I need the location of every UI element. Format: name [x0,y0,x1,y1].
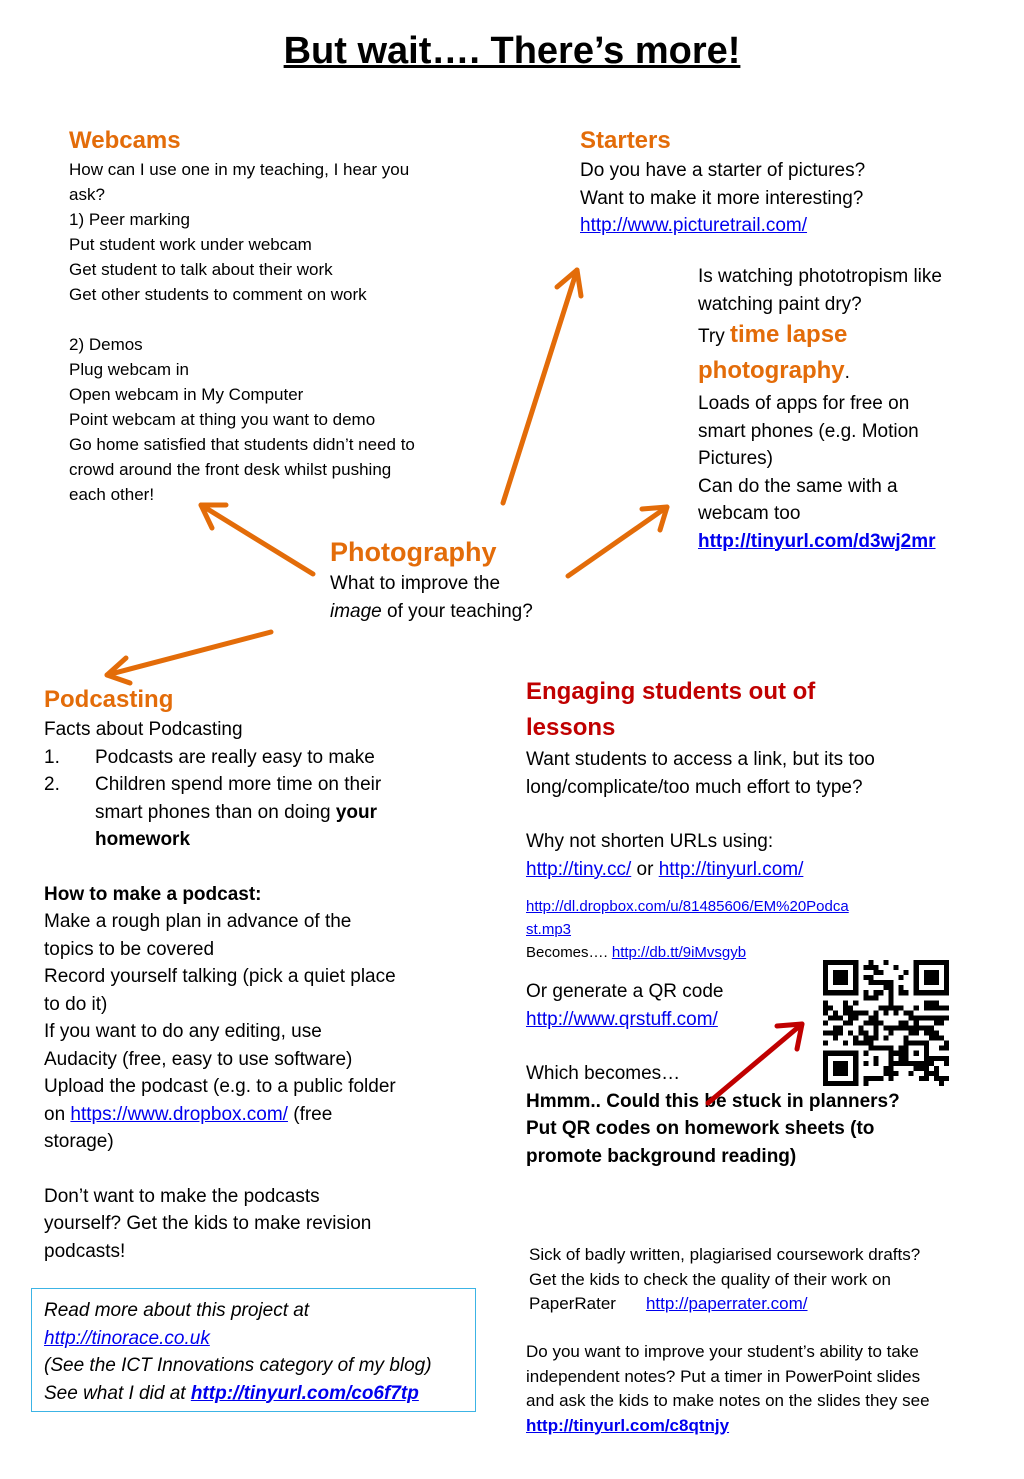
engaging-line: Want students to access a link, but its too [526,749,875,770]
webcams-line: 2) Demos [69,335,143,354]
webcams-line: Point webcam at thing you want to demo [69,410,376,429]
paperrater-line: Sick of badly written, plagiarised coursework drafts? [529,1245,921,1264]
podcasting-heading: Podcasting [44,686,174,713]
starters-line: Do you have a starter of pictures? [580,160,866,181]
tinyurl-project-link[interactable]: http://tinyurl.com/co6f7tp [190,1382,419,1404]
engaging-line: Or generate a QR code [526,981,724,1002]
timelapse-line: Loads of apps for free on [698,393,910,414]
fact-text: smart phones than on doing [95,801,331,823]
readmore-line: See what I did at [44,1382,191,1404]
fact-text: Children spend more time on their [95,774,382,795]
list-number: 1. [44,746,60,768]
howto-line: Upload the podcast (e.g. to a public folder [44,1076,396,1097]
timelapse-line: Pictures) [698,448,773,469]
arrow-icon [107,632,271,683]
tinycc-link[interactable]: http://tiny.cc/ [526,858,632,880]
webcams-line: crowd around the front desk whilst pushing [69,460,392,479]
webcams-line: 1) Peer marking [69,210,190,229]
photography-heading: Photography [330,537,497,567]
dbtt-link[interactable]: http://db.tt/9iMvsgyb [611,944,747,961]
arrow-icon [568,507,667,576]
howto-line: Audacity (free, easy to use software) [44,1048,353,1070]
outro-line: yourself? Get the kids to make revision [44,1213,372,1234]
outro-line: Don’t want to make the podcasts [44,1185,320,1207]
timelapse-highlight: time lapse [730,321,848,348]
arrow-icon [708,1024,802,1103]
tinorace-link[interactable]: http://tinorace.co.uk [44,1327,210,1349]
period: . [844,362,850,383]
photography-line: of your teaching? [381,600,533,622]
webcams-line: How can I use one in my teaching, I hear you [69,160,410,179]
engaging-bold: Hmmm.. Could this be stuck in planners? [526,1090,900,1112]
timelapse-highlight: photography [698,357,845,384]
dropbox-podcast-link[interactable]: http://dl.dropbox.com/u/81485606/EM%20Podca [526,898,849,915]
howto-line: storage) [44,1131,114,1152]
picturetrail-link[interactable]: http://www.picturetrail.com/ [580,215,808,236]
timelapse-line: watching paint dry? [698,293,862,315]
fact-bold: homework [95,829,191,850]
becomes-text: Becomes…. [526,944,612,961]
outro-line: podcasts! [44,1240,126,1262]
timelapse-line: smart phones (e.g. Motion [698,420,919,442]
paperrater-label: PaperRater [529,1294,616,1313]
fact-text: Podcasts are really easy to make [95,746,375,768]
try-label: Try [698,326,725,347]
qrstuff-link[interactable]: http://www.qrstuff.com/ [526,1008,718,1030]
fact-bold: your [335,801,378,823]
podcasting-intro: Facts about Podcasting [44,719,243,740]
howto-line: Make a rough plan in advance of the [44,911,352,932]
page-title: But wait…. There’s more! [283,30,741,72]
or-text: or [631,858,659,880]
webcams-line: Get other students to comment on work [69,285,367,304]
webcams-line: Go home satisfied that students didn’t need to [69,435,415,454]
howto-line: If you want to do any editing, use [44,1021,322,1042]
image-word: image [330,600,382,622]
paperrater-link[interactable]: http://paperrater.com/ [645,1294,808,1313]
notes-line: Do you want to improve your student’s ability to take [526,1342,919,1361]
starters-line: Want to make it more interesting? [580,187,864,209]
engaging-heading: Engaging students out of [526,678,816,705]
tinyurl-timelapse-link[interactable]: http://tinyurl.com/d3wj2mr [698,530,936,552]
photography-line: What to improve the [330,573,501,594]
webcams-line: Put student work under webcam [69,235,312,254]
howto-line: topics to be covered [44,938,215,960]
paperrater-line: Get the kids to check the quality of their work on [529,1269,891,1289]
webcams-line: Plug webcam in [69,360,190,379]
engaging-line: long/complicate/too much effort to type? [526,776,863,798]
notes-line: independent notes? Put a timer in PowerPoint slides [526,1366,921,1386]
webcams-line: Open webcam in My Computer [69,385,304,404]
readmore-line: Read more about this project at [44,1300,310,1321]
howto-line: Record yourself talking (pick a quiet place [44,966,396,987]
arrow-icon [201,505,313,574]
webcams-line: each other! [69,485,155,504]
dropbox-podcast-link[interactable]: st.mp3 [526,921,572,938]
engaging-bold: Put QR codes on homework sheets (to [526,1118,875,1139]
howto-line: on [44,1103,66,1125]
howto-line: to do it) [44,993,108,1015]
howto-line: (free [287,1103,333,1125]
readmore-line: (See the ICT Innovations category of my blog) [44,1355,432,1376]
webcams-heading: Webcams [69,127,181,154]
dropbox-link[interactable]: https://www.dropbox.com/ [70,1103,288,1125]
starters-heading: Starters [580,127,671,154]
webcams-line: Get student to talk about their work [69,260,333,279]
engaging-line: Why not shorten URLs using: [526,831,774,852]
engaging-heading: lessons [526,714,616,741]
list-number: 2. [44,774,60,795]
timelapse-line: Can do the same with a [698,475,898,497]
webcams-line: ask? [69,185,105,204]
timelapse-line: webcam too [698,503,801,524]
tinyurl-link[interactable]: http://tinyurl.com/ [658,858,804,880]
arrow-icon [503,270,581,503]
notes-line: and ask the kids to make notes on the slides they see [526,1391,930,1410]
engaging-bold: promote background reading) [526,1145,797,1167]
howto-heading: How to make a podcast: [44,883,262,905]
timelapse-line: Is watching phototropism like [698,266,942,287]
timer-link[interactable]: http://tinyurl.com/c8qtnjy [526,1415,730,1435]
engaging-line: Which becomes… [526,1063,681,1084]
